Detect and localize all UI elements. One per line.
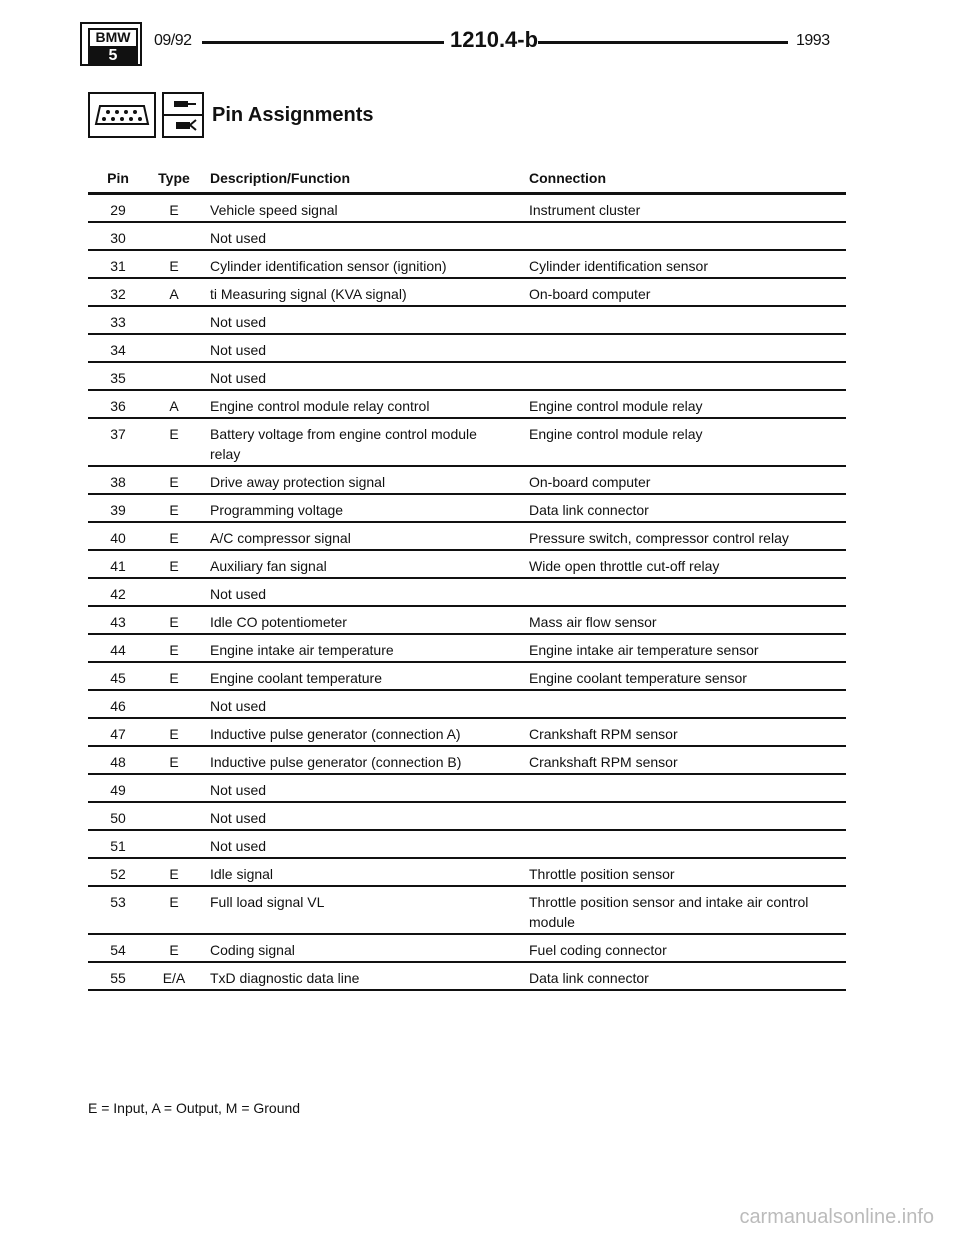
description-cell: Not used — [210, 698, 267, 714]
pin-cell: 34 — [110, 342, 126, 358]
header-type: Type — [158, 170, 190, 186]
description-cell: Not used — [210, 230, 267, 246]
pin-cell: 53 — [110, 894, 126, 910]
table-row — [88, 495, 846, 523]
connection-cell: Mass air flow sensor — [529, 614, 657, 630]
connection-cell: Data link connector — [529, 970, 649, 986]
pin-cell: 44 — [110, 642, 126, 658]
type-cell: E — [169, 614, 179, 630]
header-pin: Pin — [107, 170, 129, 186]
type-cell: E — [169, 726, 179, 742]
connection-cell: Pressure switch, compressor control relay — [529, 530, 789, 546]
connection-cell: Engine control module relay — [529, 426, 703, 442]
table-row — [88, 279, 846, 307]
pin-cell: 31 — [110, 258, 126, 274]
table-body — [88, 195, 846, 991]
connection-cell: Crankshaft RPM sensor — [529, 754, 678, 770]
type-cell: A — [169, 398, 179, 414]
table-row — [88, 335, 846, 363]
description-cell: Coding signal — [210, 942, 295, 958]
table-row — [88, 887, 846, 935]
table-row — [88, 635, 846, 663]
table-row — [88, 963, 846, 991]
table-header — [88, 166, 846, 192]
table-row — [88, 551, 846, 579]
table-row — [88, 775, 846, 803]
page-header — [80, 22, 850, 68]
connector-icon — [88, 92, 156, 138]
connection-cell: Fuel coding connector — [529, 942, 667, 958]
description-cell: Vehicle speed signal — [210, 202, 338, 218]
table-row — [88, 523, 846, 551]
pin-cell: 49 — [110, 782, 126, 798]
description-cell: TxD diagnostic data line — [210, 970, 360, 986]
type-cell: E — [169, 426, 179, 442]
description-cell: Inductive pulse generator (connection B) — [210, 754, 462, 770]
type-cell: E — [169, 670, 179, 686]
type-cell: E — [169, 894, 179, 910]
pin-cell: 43 — [110, 614, 126, 630]
pin-cell: 41 — [110, 558, 126, 574]
description-cell: Not used — [210, 370, 267, 386]
pin-cell: 47 — [110, 726, 126, 742]
description-cell: Engine control module relay control — [210, 398, 430, 414]
pin-cell: 39 — [110, 502, 126, 518]
table-row — [88, 663, 846, 691]
table-row — [88, 747, 846, 775]
connection-cell: Cylinder identification sensor — [529, 258, 708, 274]
connection-cell: Crankshaft RPM sensor — [529, 726, 678, 742]
pin-cell: 33 — [110, 314, 126, 330]
table-row — [88, 391, 846, 419]
type-cell: E — [169, 642, 179, 658]
type-cell: E — [169, 502, 179, 518]
connection-cell: Instrument cluster — [529, 202, 641, 218]
header-description: Description/Function — [210, 170, 350, 186]
type-cell: E — [169, 202, 179, 218]
pin-cell: 50 — [110, 810, 126, 826]
header-year: 1993 — [796, 32, 830, 49]
type-cell: E — [169, 558, 179, 574]
header-date: 09/92 — [154, 32, 192, 49]
table-row — [88, 803, 846, 831]
connection-cell: Throttle position sensor — [529, 866, 675, 882]
pin-cell: 42 — [110, 586, 126, 602]
pin-cell: 32 — [110, 286, 126, 302]
description-cell: Auxiliary fan signal — [210, 558, 327, 574]
description-cell: Cylinder identification sensor (ignition) — [210, 258, 447, 274]
bmw-logo — [80, 22, 142, 66]
input-output-icon — [162, 92, 204, 138]
pin-cell: 55 — [110, 970, 126, 986]
pin-cell: 38 — [110, 474, 126, 490]
brand-label: BMW — [88, 28, 138, 48]
pin-cell: 52 — [110, 866, 126, 882]
description-cell: Not used — [210, 782, 267, 798]
table-row — [88, 251, 846, 279]
table-row — [88, 691, 846, 719]
connection-cell: On-board computer — [529, 474, 651, 490]
table-row — [88, 195, 846, 223]
description-cell: Not used — [210, 342, 267, 358]
pin-cell: 45 — [110, 670, 126, 686]
pin-cell: 35 — [110, 370, 126, 386]
pin-cell: 40 — [110, 530, 126, 546]
pin-cell: 48 — [110, 754, 126, 770]
description-cell: Programming voltage — [210, 502, 344, 518]
type-cell: E/A — [162, 970, 186, 986]
pin-cell: 29 — [110, 202, 126, 218]
type-cell: E — [169, 530, 179, 546]
pin-cell: 46 — [110, 698, 126, 714]
connection-cell: Data link connector — [529, 502, 649, 518]
description-cell: Battery voltage from engine control module relay — [210, 426, 477, 462]
type-cell: A — [169, 286, 179, 302]
header-divider-right — [538, 41, 788, 44]
pin-cell: 54 — [110, 942, 126, 958]
pin-cell: 37 — [110, 426, 126, 442]
description-cell: Not used — [210, 810, 267, 826]
table-row — [88, 223, 846, 251]
table-row — [88, 307, 846, 335]
pin-cell: 51 — [110, 838, 126, 854]
table-row — [88, 935, 846, 963]
type-cell: E — [169, 754, 179, 770]
pin-assignment-table — [88, 166, 846, 991]
table-row — [88, 859, 846, 887]
description-cell: Engine coolant temperature — [210, 670, 382, 686]
description-cell: Not used — [210, 838, 267, 854]
legend: E = Input, A = Output, M = Ground — [88, 1100, 301, 1116]
watermark: carmanualsonline.info — [739, 1206, 934, 1228]
description-cell: Inductive pulse generator (connection A) — [210, 726, 461, 742]
pin-cell: 36 — [110, 398, 126, 414]
table-row — [88, 579, 846, 607]
table-row — [88, 607, 846, 635]
description-cell: A/C compressor signal — [210, 530, 351, 546]
connection-cell: Wide open throttle cut-off relay — [529, 558, 720, 574]
connection-cell: Engine control module relay — [529, 398, 703, 414]
description-cell: Idle CO potentiometer — [210, 614, 347, 630]
table-row — [88, 467, 846, 495]
table-row — [88, 831, 846, 859]
connection-cell: Throttle position sensor and intake air control module — [529, 894, 809, 930]
header-code: 1210.4-b — [450, 27, 539, 52]
table-row — [88, 719, 846, 747]
table-row — [88, 363, 846, 391]
pin-cell: 30 — [110, 230, 126, 246]
type-cell: E — [169, 474, 179, 490]
type-cell: E — [169, 866, 179, 882]
connection-cell: On-board computer — [529, 286, 651, 302]
table-row — [88, 419, 846, 467]
header-divider-left — [202, 41, 444, 44]
description-cell: Full load signal VL — [210, 894, 325, 910]
description-cell: ti Measuring signal (KVA signal) — [210, 286, 407, 302]
description-cell: Drive away protection signal — [210, 474, 386, 490]
connection-cell: Engine intake air temperature sensor — [529, 642, 759, 658]
type-cell: E — [169, 258, 179, 274]
header-connection: Connection — [529, 170, 606, 186]
connection-cell: Engine coolant temperature sensor — [529, 670, 747, 686]
type-cell: E — [169, 942, 179, 958]
description-cell: Not used — [210, 586, 267, 602]
series-label: 5 — [88, 48, 138, 64]
description-cell: Not used — [210, 314, 267, 330]
description-cell: Idle signal — [210, 866, 274, 882]
page-title: Pin Assignments — [212, 104, 374, 126]
description-cell: Engine intake air temperature — [210, 642, 394, 658]
